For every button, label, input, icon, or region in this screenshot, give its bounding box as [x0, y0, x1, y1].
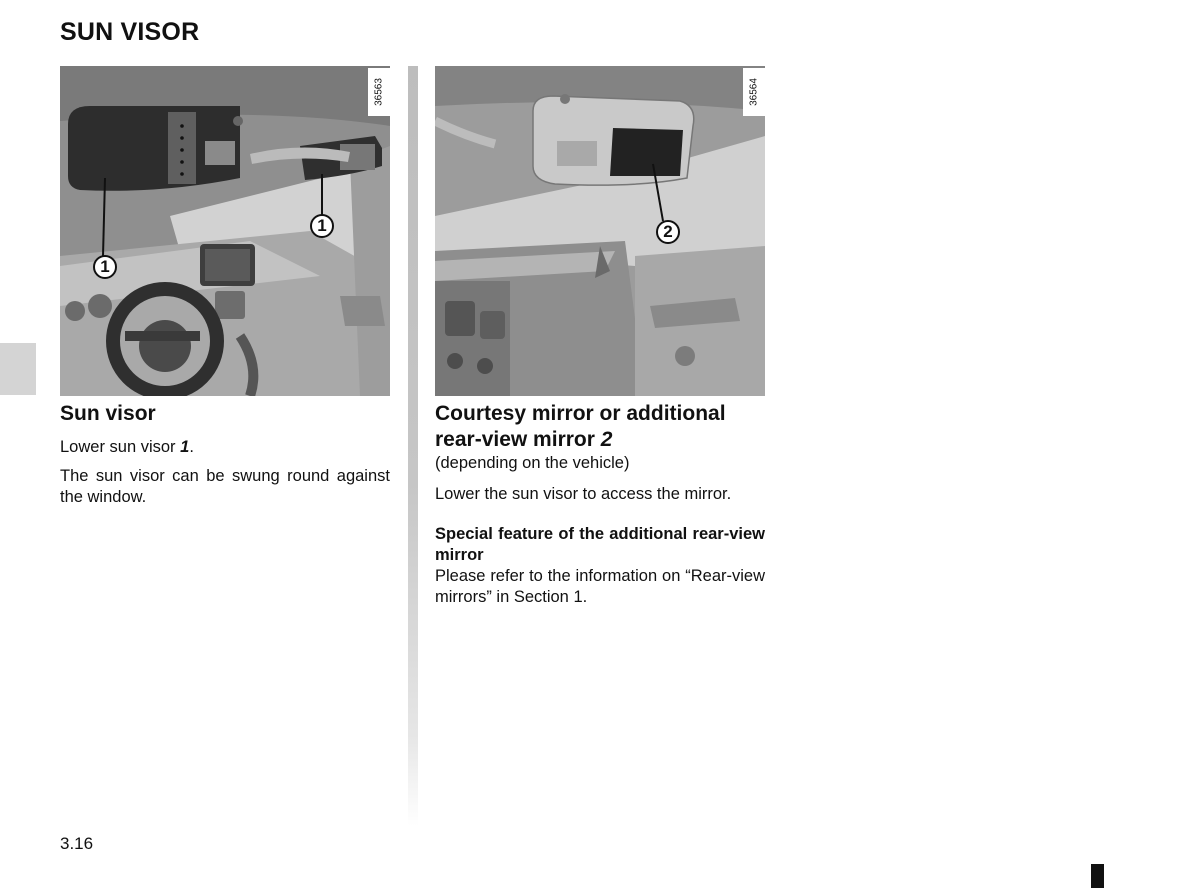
access-mirror-instruction: Lower the sun visor to access the mirror. — [435, 485, 732, 503]
item-reference: 1 — [180, 438, 190, 456]
sun-visor-drawing — [60, 66, 390, 396]
sun-visor-section — [60, 401, 390, 508]
figure-reference-number: 36564 — [743, 68, 765, 116]
courtesy-mirror-section — [435, 401, 765, 608]
callout-2-mirror: 2 — [656, 220, 680, 244]
section-edge-marker — [1091, 864, 1104, 888]
item-reference: 2 — [600, 428, 613, 451]
lower-visor-instruction: Lower sun visor 1. — [60, 438, 194, 456]
section-heading: Courtesy mirror or additional rear-view mirror 2 — [435, 402, 726, 451]
callout-1-passenger-side: 1 — [310, 214, 334, 238]
cross-reference-text: Please refer to the information on “Rear-view mirrors” in Section 1. — [435, 567, 765, 606]
sun-visor-illustration — [60, 66, 390, 396]
page-number: 3.16 — [60, 834, 94, 853]
figure-reference-number: 36563 — [368, 68, 390, 116]
subsection-heading: Special feature of the additional rear-view mirror — [435, 525, 765, 564]
section-tab — [0, 343, 36, 395]
courtesy-mirror-illustration — [435, 66, 765, 396]
vehicle-note: (depending on the vehicle) — [435, 454, 630, 472]
callout-1-steering-side: 1 — [93, 255, 117, 279]
page-title: SUN VISOR — [60, 18, 200, 46]
courtesy-mirror-drawing — [435, 66, 765, 396]
swing-visor-description: The sun visor can be swung round against the window. — [60, 467, 390, 506]
column-divider — [408, 66, 418, 826]
section-heading: Sun visor — [60, 402, 156, 425]
